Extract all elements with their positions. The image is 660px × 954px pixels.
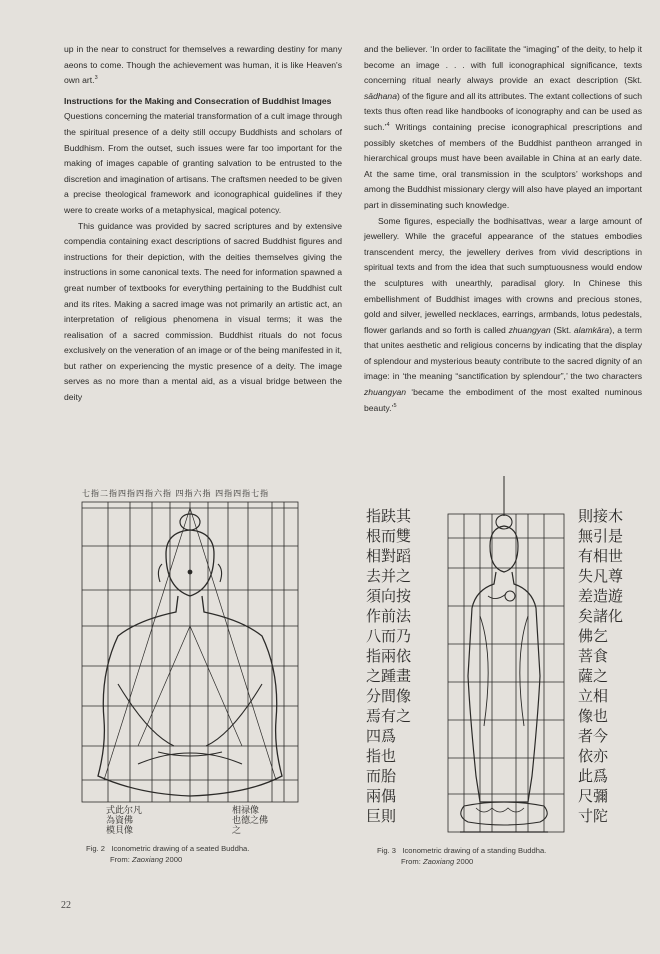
seated-buddha-drawing xyxy=(78,484,320,838)
fig2-caption-number: Fig. 2 xyxy=(86,844,105,853)
left-paragraph-1: Questions concerning the material transformation of a cult image through the spiritual presence of a deity still occupy Buddhists and scholars of Buddhism. From the outset, such issues were far too important for the making of images capable of granting salvation to be entrusted to the discretion and imagination of artisans. The craftsmen needed to be given a precise theological framework and iconographical guidelines if they were to create works of a metaphysical, magical potency. xyxy=(64,111,342,215)
figure-standing-buddha xyxy=(366,476,646,838)
fig3-caption-source: From: Zaoxiang 2000 xyxy=(401,857,474,866)
fig3-left-text: 指趺其 根而雙 相對蹈 去并之 須向按 作前法 八而乃 指兩依 之踵畫 分間像 焉有之 四爲 指也 而胎 兩偶 巨則 xyxy=(366,507,412,825)
standing-buddha-drawing xyxy=(440,476,570,838)
fig3-caption-number: Fig. 3 xyxy=(377,846,396,855)
left-paragraph-2: This guidance was provided by sacred scriptures and by extensive compendia containing exact descriptions of sacred Buddhist figures and instructions for their depiction, with the deities themselves giving the instructions in some canonical texts. The need for information spawned a great number of textbooks for everything pertaining to the Buddhist cult and its rites. Making a sacred image was not primarily an artistic act, an interpretation of religious phenomena in visual terms; it was the realisation of a sacred commission. Buddhist rituals do not focus exclusively on the veneration of an image or of the being manifested in it, but rather on experiencing the mystic presence of a deity. The image serves as no more than a mental aid, as a visual bridge between the deity xyxy=(64,220,342,403)
right-paragraph-2: Some figures, especially the bodhisattvas, wear a large amount of jewellery. While the graceful appearance of the statues embodies transcendent mercy, the jewellery derives from vivid descriptions in spiritual texts and from the idea that such sumptuousness would endow the sculptures with unearthly, paradisal glory. In Chinese this embellishment of Buddhist images with crowns and precious stones, gold and silver, jewelled necklaces, earrings, armbands, lotus pedestals, flower garlands and so forth is called zhuangyan (Skt. alamkāra), a term that unites aesthetic and religious concerns by indicating that the display of splendour and mysterious beauty contribute to the sacred dignity of an image: in ‘the meaning “sanctification by splendour”,’ the two characters zhuangyan ‘became the embodiment of the most exalted numinous beauty.’$^5$ xyxy=(364,215,642,413)
fig2-bottom-right-text: 相禄像 也德之佛 之 xyxy=(232,806,269,836)
right-column xyxy=(364,42,642,416)
right-paragraph-1: and the believer. ‘In order to facilitate the “imaging” of the deity, to help it become an image . . . with full iconographical significance, texts concerning ritual nearly always provide an exact description (Skt. sādhana) of the figure and all its attributes. The extant collections of such texts thus often read like handbooks of iconography and can be used as such.’$^4$ Writings containing precise iconographical prescriptions and possibly sketches of members of the Buddhist pantheon arranged in hierarchical groups must have been available in China at an early date. At the same time, oral transmission in the sculptors’ workshops and among the Buddhist missionary clergy will also have played an important part in disseminating such knowledge. xyxy=(364,44,642,210)
fig2-top-label: 七指二指四指四指六指 四指六指 四指四指七指 xyxy=(82,489,270,498)
fig3-caption-text: Iconometric drawing of a standing Buddha. xyxy=(402,846,547,855)
left-column xyxy=(64,42,342,406)
figure-3-caption xyxy=(377,845,546,867)
fig2-caption-source: From: Zaoxiang 2000 xyxy=(110,855,183,864)
figure-2-caption xyxy=(86,843,249,865)
page-number: 22 xyxy=(61,900,71,911)
top-paragraph: up in the near to construct for themselves a rewarding destiny for many aeons to come. Though the achievement was human, it is like Heaven's own art.$^3$ xyxy=(64,44,342,86)
fig3-right-text: 則接木 無引是 有相世 失凡尊 差造遊 矣諸化 佛乞 菩食 薩之 立相 像也 者今 依亦 此爲 尺彌 寸陀 xyxy=(578,507,624,825)
fig2-caption-text: Iconometric drawing of a seated Buddha. xyxy=(111,844,250,853)
section-heading: Instructions for the Making and Consecration of Buddhist Images xyxy=(64,95,332,106)
figure-seated-buddha xyxy=(78,484,320,838)
fig2-bottom-left-text: 式此尔凡 為資佛 模貝像 xyxy=(106,806,143,836)
